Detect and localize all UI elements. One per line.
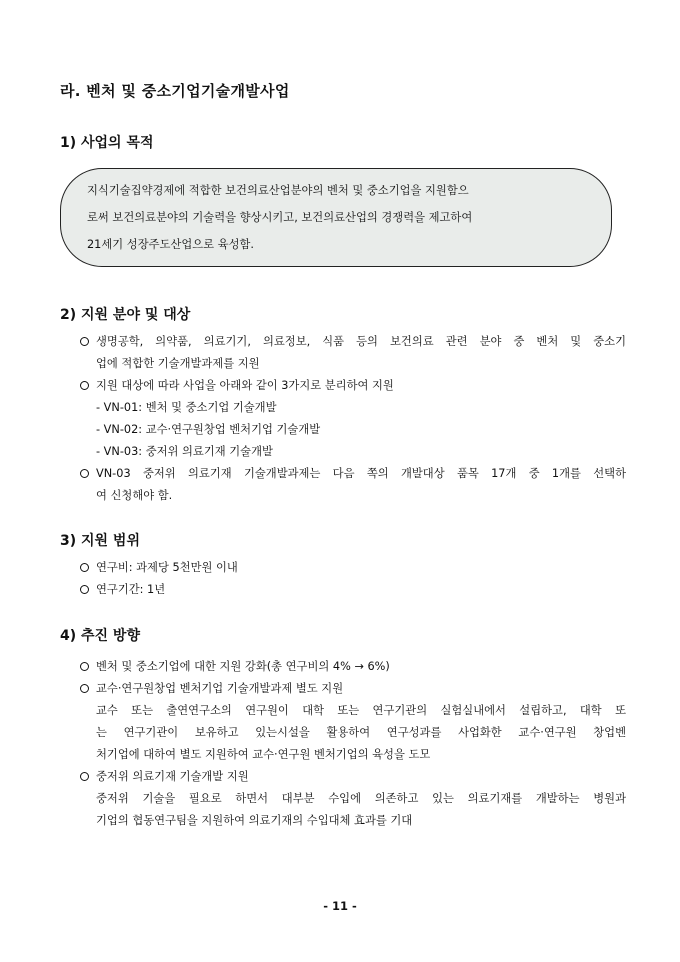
s2-bullet1-line2: 업에 적합한 기술개발과제를 지원 <box>96 357 260 370</box>
s4-bullet1: 벤처 및 중소기업에 대한 지원 강화(총 연구비의 4% → 6%) <box>96 660 390 673</box>
circle-bullet-icon <box>80 772 89 781</box>
s2-sub-item-3: - VN-03: 중저위 의료기재 기술개발 <box>96 445 273 458</box>
s2-sub-item-2: - VN-02: 교수·연구원창업 벤처기업 기술개발 <box>96 423 321 436</box>
section1-heading: 1) 사업의 목적 <box>60 135 154 151</box>
s2-sub-item-1: - VN-01: 벤처 및 중소기업 기술개발 <box>96 401 277 414</box>
purpose-line-2: 로써 보건의료분야의 기술력을 향상시키고, 보건의료산업의 경쟁력을 제고하여 <box>87 211 473 224</box>
s3-bullet1: 연구비: 과제당 5천만원 이내 <box>96 561 238 574</box>
s2-bullet1-line1: 생명공학, 의약품, 의료기기, 의료정보, 식품 등의 보건의료 관련 분야 중 벤처 및 중소기 <box>96 335 626 348</box>
purpose-line-1: 지식기술집약경제에 적합한 보건의료산업분야의 벤처 및 중소기업을 지원함으 <box>87 184 469 197</box>
s4-bullet2-body-2: 는 연구기관이 보유하고 있는시설을 활용하여 연구성과를 사업화한 교수·연구원 창업벤 <box>96 726 626 739</box>
s4-bullet3-body-1: 중저위 기술을 필요로 하면서 대부분 수입에 의존하고 있는 의료기재를 개발하는 병원과 <box>96 792 626 805</box>
section4-heading: 4) 추진 방향 <box>60 628 140 644</box>
circle-bullet-icon <box>80 563 89 572</box>
circle-bullet-icon <box>80 337 89 346</box>
s4-bullet3: 중저위 의료기재 기술개발 지원 <box>96 770 249 783</box>
circle-bullet-icon <box>80 381 89 390</box>
s2-bullet3-line2: 여 신청해야 함. <box>96 489 173 502</box>
circle-bullet-icon <box>80 469 89 478</box>
circle-bullet-icon <box>80 662 89 671</box>
circle-bullet-icon <box>80 684 89 693</box>
s4-bullet2-body-1: 교수 또는 출연연구소의 연구원이 대학 또는 연구기관의 실험실내에서 설립하고, 대학 또 <box>96 704 626 717</box>
s4-bullet2: 교수·연구원창업 벤처기업 기술개발과제 별도 지원 <box>96 682 344 695</box>
page-number: - 11 - <box>323 899 357 913</box>
main-title: 라. 벤처 및 중소기업기술개발사업 <box>60 82 290 100</box>
s4-bullet3-body-2: 기업의 협동연구팀을 지원하여 의료기재의 수입대체 효과를 기대 <box>96 814 413 827</box>
circle-bullet-icon <box>80 585 89 594</box>
purpose-line-3: 21세기 성장주도산업으로 육성함. <box>87 238 255 251</box>
s2-bullet3-line1: VN-03 중저위 의료기재 기술개발과제는 다음 쪽의 개발대상 품목 17개 중 1개를 선택하 <box>96 467 626 480</box>
s4-bullet2-body-3: 처기업에 대하여 별도 지원하여 교수·연구원 벤처기업의 육성을 도모 <box>96 748 431 761</box>
s3-bullet2: 연구기간: 1년 <box>96 583 166 596</box>
purpose-box <box>60 168 612 267</box>
section2-heading: 2) 지원 분야 및 대상 <box>60 307 191 323</box>
section3-heading: 3) 지원 범위 <box>60 533 140 549</box>
s2-bullet2: 지원 대상에 따라 사업을 아래와 같이 3가지로 분리하여 지원 <box>96 379 394 392</box>
